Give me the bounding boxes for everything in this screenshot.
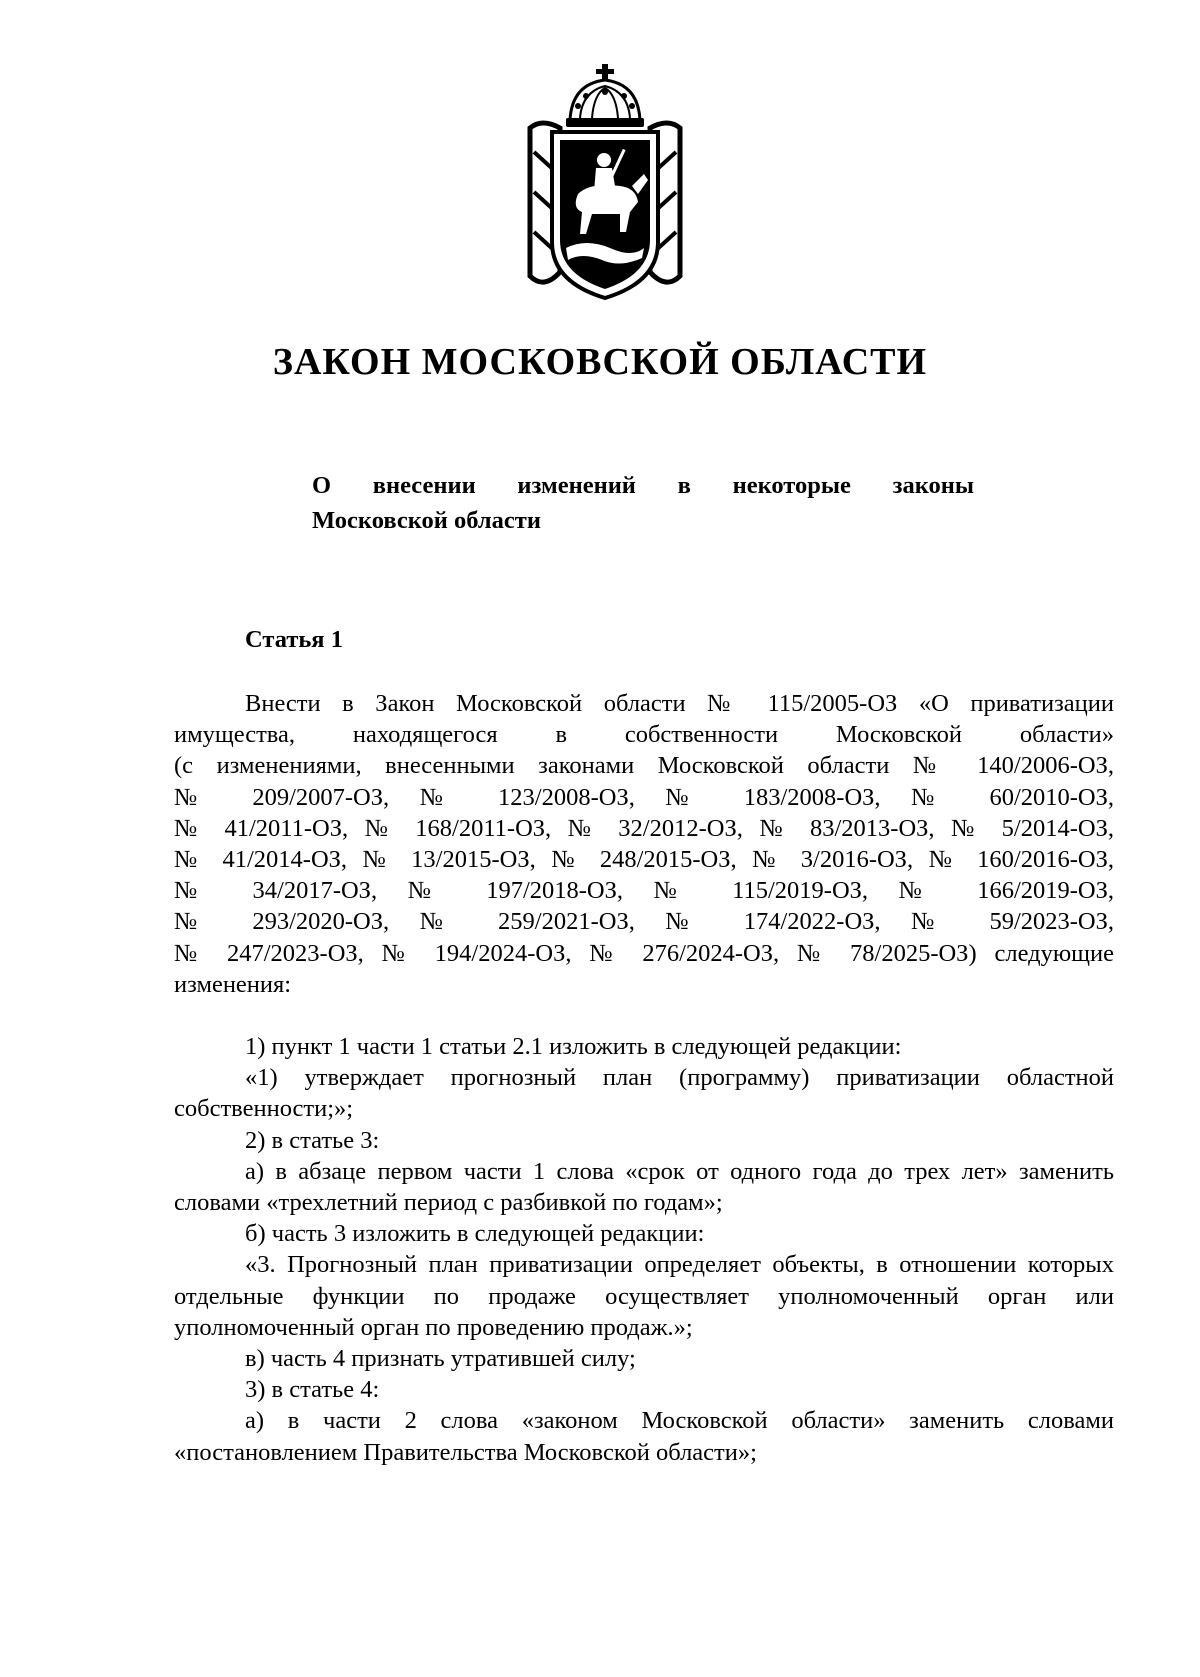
- intro-line: № 41/2014-ОЗ, № 13/2015-ОЗ, № 248/2015-ОЗ, № 3/2016-ОЗ, № 160/2016-ОЗ,: [174, 846, 1114, 874]
- amendment-item: а) в абзаце первом части 1 слова «срок от одного года до трех лет» заменить словами «трехлетний период с разбивкой по годам»;: [174, 1157, 1114, 1217]
- intro-line: имущества, находящегося в собственности Московской области»: [174, 721, 1114, 749]
- article-intro: [174, 688, 1114, 1000]
- intro-line: № 209/2007-ОЗ, № 123/2008-ОЗ, № 183/2008-ОЗ, № 60/2010-ОЗ,: [174, 783, 1114, 811]
- intro-line: № 247/2023-ОЗ, № 194/2024-ОЗ, № 276/2024-ОЗ, № 78/2025-ОЗ) следующие: [174, 939, 1114, 967]
- coat-of-arms-icon: [520, 62, 690, 302]
- amendment-item: «1) утверждает прогнозный план (программу) приватизации областной собственности;»;: [174, 1064, 1114, 1123]
- amendment-item: 2) в статье 3:: [245, 1126, 380, 1154]
- intro-line: изменения:: [174, 970, 292, 998]
- intro-line: Внести в Закон Московской области № 115/2005-ОЗ «О приватизации: [245, 690, 1114, 717]
- document-title: ЗАКОН МОСКОВСКОЙ ОБЛАСТИ: [272, 341, 928, 383]
- article-body: [174, 688, 1114, 1468]
- amendment-item: 3) в статье 4:: [245, 1376, 380, 1404]
- intro-line: № 34/2017-ОЗ, № 197/2018-ОЗ, № 115/2019-ОЗ, № 166/2019-ОЗ,: [174, 877, 1114, 905]
- amendment-item: б) часть 3 изложить в следующей редакции:: [245, 1220, 705, 1248]
- intro-line: № 293/2020-ОЗ, № 259/2021-ОЗ, № 174/2022-ОЗ, № 59/2023-ОЗ,: [174, 908, 1114, 936]
- article-title: Статья 1: [245, 626, 343, 653]
- amendment-item: в) часть 4 признать утратившей силу;: [245, 1345, 636, 1373]
- amendment-item: «3. Прогнозный план приватизации определяет объекты, в отношении которых отдельные функции по продаже осуществляет уполномоченный орган или уполномоченный орган по проведению продаж.»;: [174, 1251, 1114, 1341]
- law-subject-line-1: О внесении изменений в некоторые законы: [312, 472, 974, 499]
- intro-line: № 41/2011-ОЗ, № 168/2011-ОЗ, № 32/2012-ОЗ, № 83/2013-ОЗ, № 5/2014-ОЗ,: [174, 814, 1114, 842]
- amendment-item: а) в части 2 слова «законом Московской области» заменить словами «постановлением Правительства Московской области»;: [174, 1407, 1114, 1466]
- law-subject: [312, 468, 974, 538]
- amendment-item: 1) пункт 1 части 1 статьи 2.1 изложить в следующей редакции:: [245, 1033, 902, 1061]
- law-subject-line-2: Московской области: [312, 507, 541, 534]
- intro-line: (с изменениями, внесенными законами Московской области № 140/2006-ОЗ,: [174, 752, 1114, 780]
